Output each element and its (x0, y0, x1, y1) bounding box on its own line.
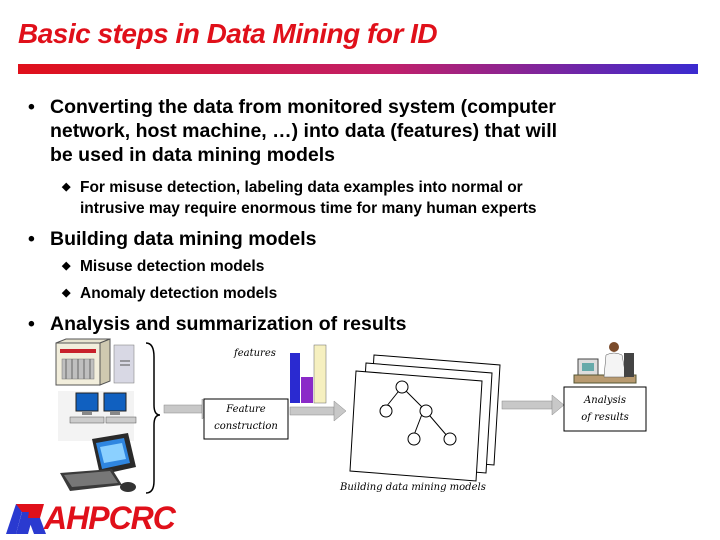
bullet-dot: • (28, 228, 35, 250)
slide-title: Basic steps in Data Mining for ID (18, 18, 438, 49)
flow-arrow-3 (502, 395, 564, 415)
bullet-line: be used in data mining models (50, 144, 335, 166)
bullet-line: Building data mining models (50, 228, 317, 250)
desktop-computer-icon (60, 433, 136, 492)
subbullet-line: Misuse detection models (80, 258, 265, 275)
features-label: features (234, 348, 276, 359)
flow-arrow-2 (290, 401, 346, 421)
feature-bar-3 (314, 345, 326, 403)
title-underline-bar (18, 64, 698, 74)
bullet-dot: • (28, 313, 35, 335)
bullet-line: network, host machine, …) into data (features) that will (50, 120, 558, 142)
diamond-bullet-icon: ◆ (62, 181, 71, 193)
analysis-label-line1: Analysis (584, 395, 626, 406)
feature-bar-2 (301, 377, 313, 403)
analysis-label-line2: of results (581, 412, 629, 423)
mainframe-computer-icon (56, 339, 134, 385)
bullet-dot: • (28, 96, 35, 118)
subbullet-line: intrusive may require enormous time for many human experts (80, 200, 537, 217)
data-mining-model-stack (350, 355, 500, 481)
analyst-person-icon (574, 342, 636, 383)
analysis-box (564, 387, 646, 431)
feature-construction-label-line2: construction (214, 421, 278, 432)
features-bar-chart (290, 345, 326, 403)
workstation-icon (58, 391, 136, 441)
feature-construction-label-line1: Feature (226, 404, 266, 415)
subbullet-line: Anomaly detection models (80, 285, 278, 302)
bullet-line: Analysis and summarization of results (50, 313, 407, 335)
subbullet-line: For misuse detection, labeling data examples into normal or (80, 179, 523, 196)
bullet-line: Converting the data from monitored system (computer (50, 96, 556, 118)
diamond-bullet-icon: ◆ (62, 287, 71, 299)
ahpcrc-logo-text: AHPCRC (44, 500, 175, 536)
ahpcrc-logo-mark-icon (4, 500, 48, 536)
building-models-label: Building data mining models (340, 482, 486, 493)
diamond-bullet-icon: ◆ (62, 260, 71, 272)
feature-bar-1 (290, 353, 300, 403)
